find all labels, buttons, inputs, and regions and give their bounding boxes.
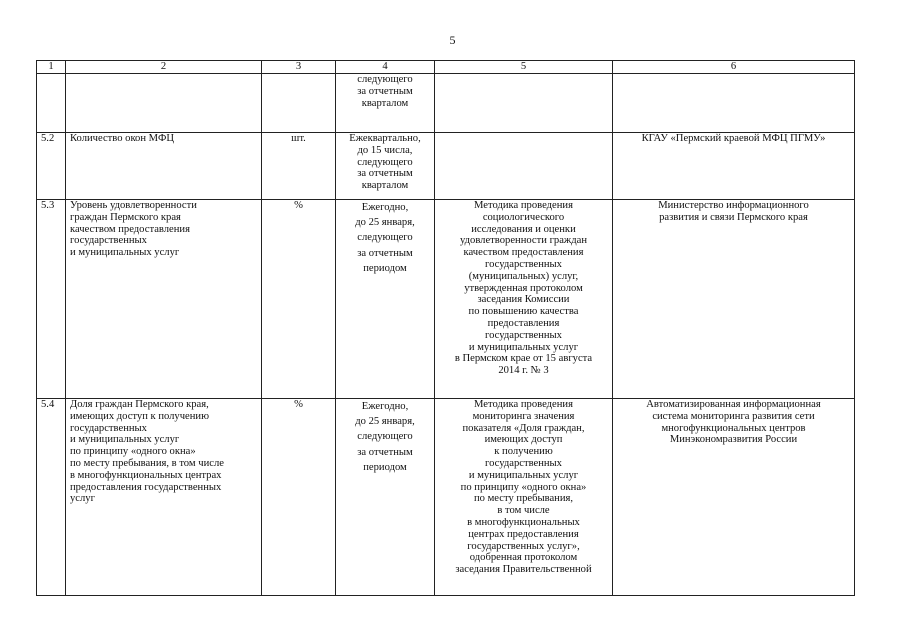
indicators-table xyxy=(36,60,855,596)
unit-cell xyxy=(262,133,336,200)
indicator-name-cell xyxy=(66,399,262,596)
reporting-period: Ежеквартально, до 15 числа, следующего за отчетным кварталом xyxy=(349,133,421,192)
method-cell xyxy=(435,399,613,596)
column-header: 5 xyxy=(435,61,613,74)
indicator-name-cell xyxy=(66,200,262,399)
reporting-period: Ежегодно, до 25 января, следующего за отчетным периодом xyxy=(355,202,415,274)
column-header: 4 xyxy=(336,61,435,74)
period-cell xyxy=(336,74,435,133)
period-cell xyxy=(336,399,435,596)
table-row xyxy=(37,200,855,399)
reporting-period: Ежегодно, до 25 января, следующего за отчетным периодом xyxy=(355,401,415,473)
period-cell xyxy=(336,200,435,399)
column-header: 1 xyxy=(37,61,66,74)
row-number: 5.3 xyxy=(41,200,55,211)
source-cell xyxy=(613,200,855,399)
data-source: КГАУ «Пермский краевой МФЦ ПГМУ» xyxy=(641,133,826,144)
table-row xyxy=(37,74,855,133)
indicator-name-cell xyxy=(66,74,262,133)
source-cell xyxy=(613,133,855,200)
column-header: 3 xyxy=(262,61,336,74)
table-row xyxy=(37,133,855,200)
indicator-name: Доля граждан Пермского края, имеющих доступ к получению государственных и муниципальных услуг по принципу «одного окна» по месту пребывания, в том числе в многофункциональных центрах предоставления государственных услуг xyxy=(70,399,224,505)
unit: % xyxy=(294,200,303,211)
data-source: Министерство информационного развития и связи Пермского края xyxy=(658,200,809,223)
unit: % xyxy=(294,399,303,410)
source-cell xyxy=(613,399,855,596)
indicator-name: Уровень удовлетворенности граждан Пермского края качеством предоставления государственных и муниципальных услуг xyxy=(70,200,197,259)
column-header: 6 xyxy=(613,61,855,74)
row-number-cell xyxy=(37,74,66,133)
calculation-method: Методика проведения социологического исследования и оценки удовлетворенности граждан качеством предоставления государственных (муниципальных) услуг, утвержденная протоколом заседания Комиссии по повышению качества предоставления государственных и муниципальных услуг в Пермском крае от 15 августа 2014 г. № 3 xyxy=(454,200,593,377)
method-cell xyxy=(435,74,613,133)
row-number: 5.4 xyxy=(41,399,55,410)
table-header-row xyxy=(37,61,855,74)
indicator-name: Количество окон МФЦ xyxy=(70,133,174,144)
column-header: 2 xyxy=(66,61,262,74)
row-number-cell xyxy=(37,399,66,596)
row-number: 5.2 xyxy=(41,133,55,144)
indicator-name-cell xyxy=(66,133,262,200)
unit: шт. xyxy=(291,133,306,144)
calculation-method: Методика проведения мониторинга значения показателя «Доля граждан, имеющих доступ к получению государственных и муниципальных услуг по принципу «одного окна» по месту пребывания, в том числе в многофункциональных центрах предоставления государственных услуг», одобренная протоколом заседания Правительственной xyxy=(455,399,592,576)
period-cell xyxy=(336,133,435,200)
method-cell xyxy=(435,133,613,200)
table-row xyxy=(37,399,855,596)
data-source: Автоматизированная информационная система мониторинга развития сети многофункциональных центров Минэкономразвития России xyxy=(646,399,821,446)
method-cell xyxy=(435,200,613,399)
unit-cell xyxy=(262,74,336,133)
unit-cell xyxy=(262,399,336,596)
row-number-cell xyxy=(37,200,66,399)
unit-cell xyxy=(262,200,336,399)
reporting-period: следующего за отчетным кварталом xyxy=(357,74,413,109)
source-cell xyxy=(613,74,855,133)
row-number-cell xyxy=(37,133,66,200)
page-number: 5 xyxy=(449,33,456,47)
